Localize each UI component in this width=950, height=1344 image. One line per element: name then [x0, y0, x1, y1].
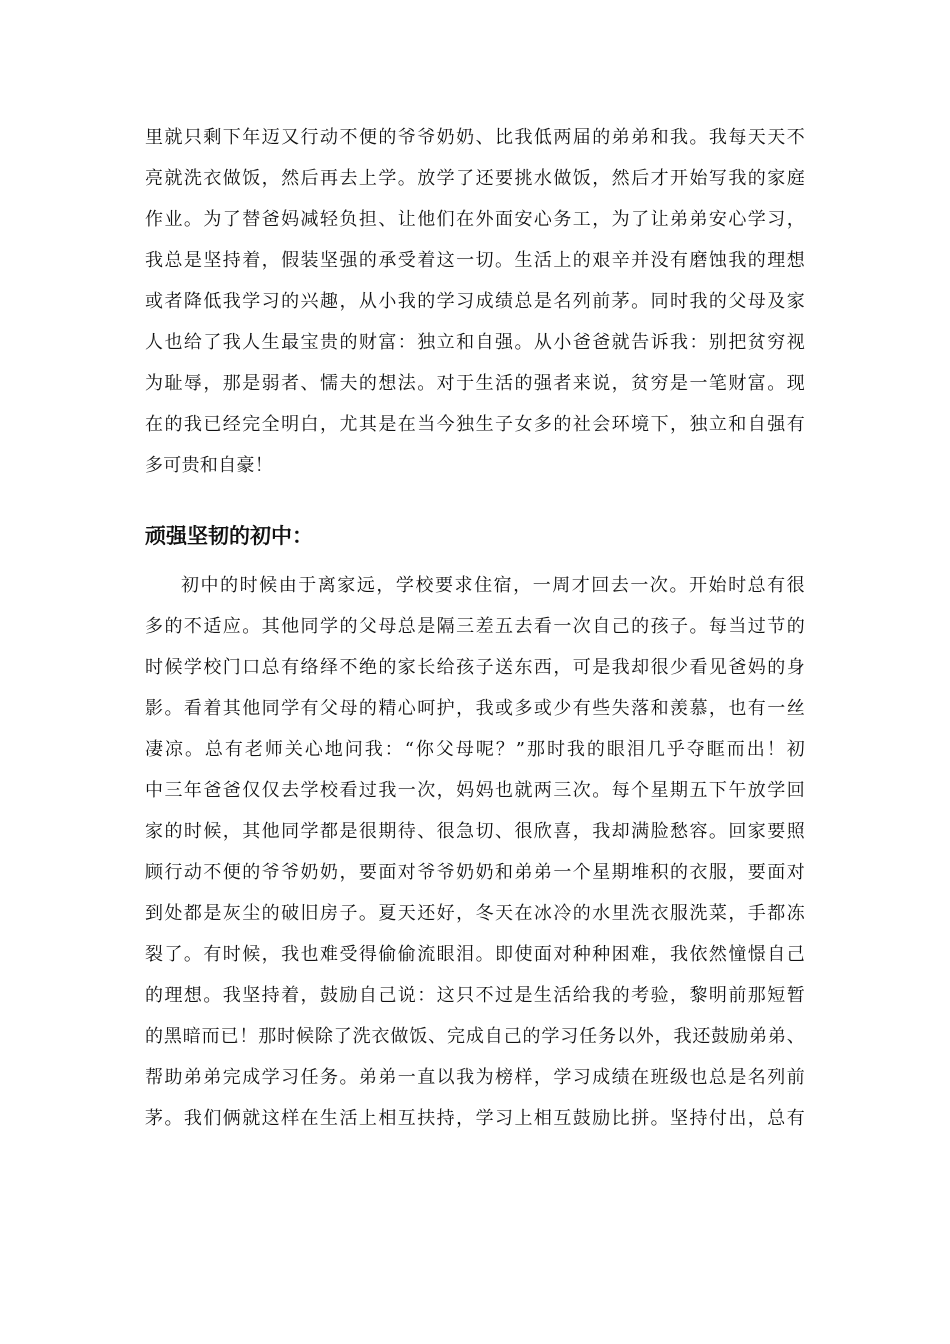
paragraph-line: 或者降低我学习的兴趣，从小我的学习成绩总是名列前茅。同时我的父母及家 [145, 291, 805, 312]
paragraph-line: 家的时候，其他同学都是很期待、很急切、很欣喜，我却满脸愁容。回家要照 [145, 821, 805, 842]
paragraph-line: 初中的时候由于离家远，学校要求住宿，一周才回去一次。开始时总有很 [181, 575, 805, 596]
paragraph-line: 顾行动不便的爷爷奶奶，要面对爷爷奶奶和弟弟一个星期堆积的衣服，要面对 [145, 862, 805, 883]
paragraph-1 [145, 117, 805, 486]
paragraph-line: 时候学校门口总有络绎不绝的家长给孩子送东西，可是我却很少看见爸妈的身 [145, 657, 805, 678]
paragraph-line: 为耻辱，那是弱者、懦夫的想法。对于生活的强者来说，贫穷是一笔财富。现 [145, 373, 805, 394]
paragraph-line: 的理想。我坚持着，鼓励自己说：这只不过是生活给我的考验，黎明前那短暂 [145, 985, 805, 1006]
paragraph-line: 人也给了我人生最宝贵的财富：独立和自强。从小爸爸就告诉我：别把贫穷视 [145, 332, 805, 353]
paragraph-line: 多的不适应。其他同学的父母总是隔三差五去看一次自己的孩子。每当过节的 [145, 616, 805, 637]
paragraph-line: 中三年爸爸仅仅去学校看过我一次，妈妈也就两三次。每个星期五下午放学回 [145, 780, 805, 801]
paragraph-line: 里就只剩下年迈又行动不便的爷爷奶奶、比我低两届的弟弟和我。我每天天不 [145, 127, 805, 148]
paragraph-line: 影。看着其他同学有父母的精心呵护，我或多或少有些失落和羡慕，也有一丝 [145, 698, 805, 719]
paragraph-line: 我总是坚持着，假装坚强的承受着这一切。生活上的艰辛并没有磨蚀我的理想 [145, 250, 805, 271]
paragraph-line: 到处都是灰尘的破旧房子。夏天还好，冬天在冰冷的水里洗衣服洗菜，手都冻 [145, 903, 805, 924]
paragraph-line: 裂了。有时候，我也难受得偷偷流眼泪。即使面对种种困难，我依然憧憬自己 [145, 944, 805, 965]
paragraph-line: 亮就洗衣做饭，然后再去上学。放学了还要挑水做饭，然后才开始写我的家庭 [145, 168, 805, 189]
paragraph-line: 凄凉。总有老师关心地问我：“你父母呢？”那时我的眼泪几乎夺眶而出！初 [145, 739, 805, 760]
paragraph-line: 多可贵和自豪！ [145, 455, 274, 476]
section-heading: 顽强坚韧的初中： [145, 524, 313, 548]
paragraph-line: 帮助弟弟完成学习任务。弟弟一直以我为榜样，学习成绩在班级也总是名列前 [145, 1067, 805, 1088]
paragraph-line: 茅。我们俩就这样在生活上相互扶持，学习上相互鼓励比拼。坚持付出，总有 [145, 1108, 805, 1129]
paragraph-2 [145, 565, 805, 1139]
paragraph-line: 在的我已经完全明白，尤其是在当今独生子女多的社会环境下，独立和自强有 [145, 414, 805, 435]
paragraph-line: 作业。为了替爸妈减轻负担、让他们在外面安心务工，为了让弟弟安心学习， [145, 209, 805, 230]
paragraph-line: 的黑暗而已！那时候除了洗衣做饭、完成自己的学习任务以外，我还鼓励弟弟、 [145, 1026, 805, 1047]
